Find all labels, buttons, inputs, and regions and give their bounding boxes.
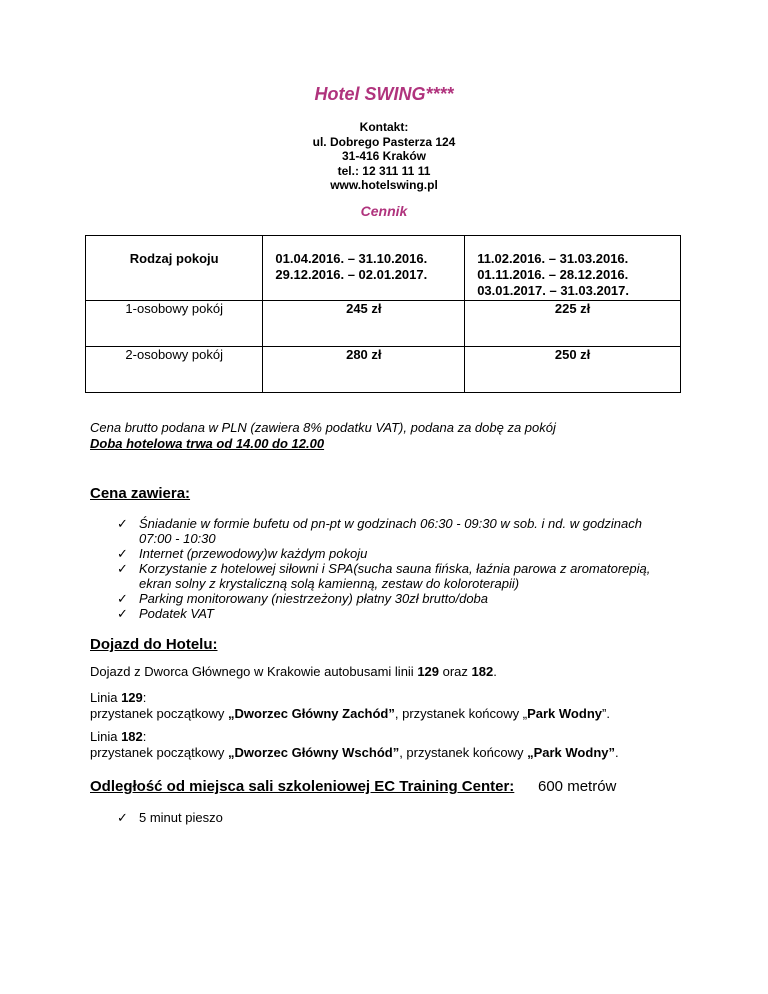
- price-cell: 225 zł: [465, 301, 681, 347]
- distance-heading: Odległość od miejsca sali szkoleniowej EC Training Center:: [90, 778, 515, 795]
- header-room-type: Rodzaj pokoju: [86, 236, 263, 301]
- distance-list: [117, 810, 677, 825]
- room-type-cell: 2-osobowy pokój: [86, 347, 263, 393]
- contact-block: [0, 120, 768, 193]
- check-icon: ✓: [117, 606, 128, 621]
- vat-note: Cena brutto podana w PLN (zawiera 8% podatku VAT), podana za dobę za pokój: [90, 420, 556, 435]
- includes-heading: Cena zawiera:: [90, 485, 191, 502]
- list-item: ✓ Parking monitorowany (niestrzeżony) płatny 30zł brutto/doba: [117, 591, 489, 606]
- period-a-range: 29.12.2016. – 02.01.2017.: [275, 267, 428, 282]
- end-stop: Park Wodny: [527, 706, 602, 721]
- period-b-range: 11.02.2016. – 31.03.2016.: [477, 251, 629, 266]
- list-item: ✓ 5 minut pieszo: [117, 810, 223, 825]
- period-a-range: 01.04.2016. – 31.10.2016.: [275, 251, 428, 266]
- price-table-header: [86, 236, 681, 301]
- route-line-129: Linia 129: przystanek początkowy „Dworzec Główny Zachód”, przystanek końcowy „Park Wodny”.: [90, 690, 610, 721]
- list-item: ✓ Internet (przewodowy)w każdym pokoju: [117, 546, 368, 561]
- contact-label: Kontakt:: [359, 120, 409, 134]
- includes-list: [117, 516, 677, 621]
- list-item: ✓ Korzystanie z hotelowej siłowni i SPA(sucha sauna fińska, łaźnia parowa z aromatorepią, ekran solny z krystaliczną solą kamienną, zestaw do koloroterapii): [117, 561, 651, 591]
- price-cell: 245 zł: [263, 301, 465, 347]
- table-row: [86, 347, 681, 393]
- bus-line: 129: [417, 664, 440, 679]
- list-item: ✓ Podatek VAT: [117, 606, 214, 621]
- check-icon: ✓: [117, 591, 128, 606]
- start-stop: „Dworzec Główny Zachód”: [228, 706, 395, 721]
- price-list-heading: Cennik: [360, 203, 408, 219]
- period-b-range: 01.11.2016. – 28.12.2016.: [477, 267, 629, 282]
- check-icon: ✓: [117, 516, 128, 531]
- route-line-182: Linia 182: przystanek początkowy „Dworzec Główny Wschód”, przystanek końcowy „Park Wodny”.: [90, 729, 619, 760]
- check-icon: ✓: [117, 810, 128, 825]
- directions-heading: Dojazd do Hotelu:: [90, 636, 218, 653]
- contact-street: ul. Dobrego Pasterza 124: [312, 134, 456, 149]
- start-stop: „Dworzec Główny Wschód”: [228, 745, 400, 760]
- check-icon: ✓: [117, 561, 128, 576]
- hotel-day-note: Doba hotelowa trwa od 14.00 do 12.00: [90, 436, 325, 451]
- end-stop: „Park Wodny”: [527, 745, 615, 760]
- list-item: ✓ Śniadanie w formie bufetu od pn-pt w godzinach 06:30 - 09:30 w sob. i nd. w godzinach 07:00 - 10:30: [117, 516, 642, 546]
- header-period-a: [263, 236, 465, 301]
- hotel-title: Hotel SWING****: [314, 84, 454, 104]
- bus-line: 182: [471, 664, 494, 679]
- directions-intro: Dojazd z Dworca Głównego w Krakowie autobusami linii 129 oraz 182.: [90, 664, 497, 679]
- check-icon: ✓: [117, 546, 128, 561]
- price-cell: 250 zł: [465, 347, 681, 393]
- contact-city: 31-416 Kraków: [341, 149, 427, 163]
- table-row: [86, 301, 681, 347]
- contact-website: www.hotelswing.pl: [330, 178, 438, 192]
- room-type-cell: 1-osobowy pokój: [86, 301, 263, 347]
- header-period-b: [465, 236, 681, 301]
- contact-phone: tel.: 12 311 11 11: [337, 163, 431, 178]
- price-cell: 280 zł: [263, 347, 465, 393]
- price-note: [90, 420, 556, 452]
- period-b-range: 03.01.2017. – 31.03.2017.: [477, 283, 629, 298]
- price-table: [85, 235, 681, 393]
- distance-value: 600 metrów: [538, 778, 617, 795]
